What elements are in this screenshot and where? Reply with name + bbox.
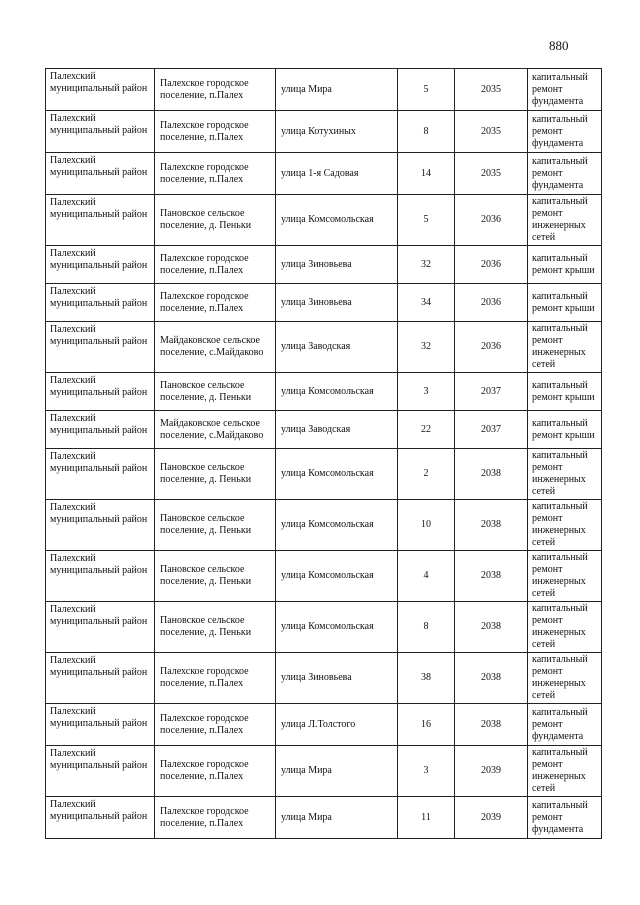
district-cell: Палехский муниципальный район: [46, 704, 155, 746]
year-cell: 2038: [455, 602, 528, 653]
settlement-cell: Пановское сельское поселение, д. Пеньки: [155, 551, 276, 602]
district-cell: Палехский муниципальный район: [46, 322, 155, 373]
work-type-cell: капитальный ремонт инженерных сетей: [528, 653, 602, 704]
street-cell: улица Л.Толстого: [276, 704, 398, 746]
district-cell: Палехский муниципальный район: [46, 111, 155, 153]
table-row: [46, 653, 602, 704]
table-row: [46, 284, 602, 322]
work-type-cell: капитальный ремонт крыши: [528, 284, 602, 322]
house-number-cell: 3: [398, 746, 455, 797]
settlement-cell: Палехское городское поселение, п.Палех: [155, 653, 276, 704]
table-row: [46, 797, 602, 839]
settlement-cell: Палехское городское поселение, п.Палех: [155, 797, 276, 839]
district-cell: Палехский муниципальный район: [46, 373, 155, 411]
house-number-cell: 8: [398, 602, 455, 653]
table-row: [46, 704, 602, 746]
repair-schedule-table: [45, 68, 602, 839]
street-cell: улица Мира: [276, 746, 398, 797]
work-type-cell: капитальный ремонт фундамента: [528, 153, 602, 195]
house-number-cell: 5: [398, 195, 455, 246]
year-cell: 2039: [455, 797, 528, 839]
street-cell: улица Зиновьева: [276, 246, 398, 284]
house-number-cell: 3: [398, 373, 455, 411]
settlement-cell: Палехское городское поселение, п.Палех: [155, 246, 276, 284]
year-cell: 2035: [455, 153, 528, 195]
settlement-cell: Палехское городское поселение, п.Палех: [155, 111, 276, 153]
work-type-cell: капитальный ремонт инженерных сетей: [528, 449, 602, 500]
district-cell: Палехский муниципальный район: [46, 602, 155, 653]
table-row: [46, 69, 602, 111]
house-number-cell: 16: [398, 704, 455, 746]
settlement-cell: Палехское городское поселение, п.Палех: [155, 153, 276, 195]
house-number-cell: 2: [398, 449, 455, 500]
street-cell: улица Зиновьева: [276, 653, 398, 704]
table-row: [46, 449, 602, 500]
street-cell: улица Мира: [276, 797, 398, 839]
house-number-cell: 32: [398, 246, 455, 284]
table-row: [46, 195, 602, 246]
settlement-cell: Пановское сельское поселение, д. Пеньки: [155, 195, 276, 246]
table-row: [46, 322, 602, 373]
settlement-cell: Палехское городское поселение, п.Палех: [155, 704, 276, 746]
district-cell: Палехский муниципальный район: [46, 411, 155, 449]
street-cell: улица Комсомольская: [276, 551, 398, 602]
district-cell: Палехский муниципальный район: [46, 653, 155, 704]
house-number-cell: 10: [398, 500, 455, 551]
year-cell: 2038: [455, 551, 528, 602]
table-row: [46, 153, 602, 195]
settlement-cell: Палехское городское поселение, п.Палех: [155, 69, 276, 111]
house-number-cell: 11: [398, 797, 455, 839]
year-cell: 2036: [455, 246, 528, 284]
settlement-cell: Палехское городское поселение, п.Палех: [155, 284, 276, 322]
street-cell: улица Комсомольская: [276, 195, 398, 246]
table-row: [46, 411, 602, 449]
district-cell: Палехский муниципальный район: [46, 500, 155, 551]
table-row: [46, 500, 602, 551]
work-type-cell: капитальный ремонт инженерных сетей: [528, 551, 602, 602]
street-cell: улица Комсомольская: [276, 602, 398, 653]
house-number-cell: 38: [398, 653, 455, 704]
year-cell: 2037: [455, 411, 528, 449]
house-number-cell: 4: [398, 551, 455, 602]
street-cell: улица Заводская: [276, 322, 398, 373]
page-number: 880: [549, 38, 569, 53]
district-cell: Палехский муниципальный район: [46, 246, 155, 284]
year-cell: 2038: [455, 449, 528, 500]
district-cell: Палехский муниципальный район: [46, 551, 155, 602]
work-type-cell: капитальный ремонт инженерных сетей: [528, 746, 602, 797]
district-cell: Палехский муниципальный район: [46, 449, 155, 500]
district-cell: Палехский муниципальный район: [46, 69, 155, 111]
table-row: [46, 246, 602, 284]
house-number-cell: 22: [398, 411, 455, 449]
settlement-cell: Пановское сельское поселение, д. Пеньки: [155, 449, 276, 500]
table-row: [46, 111, 602, 153]
district-cell: Палехский муниципальный район: [46, 195, 155, 246]
year-cell: 2038: [455, 704, 528, 746]
street-cell: улица Котухиных: [276, 111, 398, 153]
street-cell: улица Комсомольская: [276, 373, 398, 411]
district-cell: Палехский муниципальный район: [46, 153, 155, 195]
year-cell: 2035: [455, 69, 528, 111]
street-cell: улица Зиновьева: [276, 284, 398, 322]
house-number-cell: 34: [398, 284, 455, 322]
settlement-cell: Майдаковское сельское поселение, с.Майдаково: [155, 322, 276, 373]
work-type-cell: капитальный ремонт инженерных сетей: [528, 500, 602, 551]
work-type-cell: капитальный ремонт фундамента: [528, 704, 602, 746]
year-cell: 2036: [455, 284, 528, 322]
table-row: [46, 602, 602, 653]
year-cell: 2039: [455, 746, 528, 797]
work-type-cell: капитальный ремонт инженерных сетей: [528, 195, 602, 246]
street-cell: улица 1-я Садовая: [276, 153, 398, 195]
year-cell: 2036: [455, 195, 528, 246]
work-type-cell: капитальный ремонт фундамента: [528, 797, 602, 839]
house-number-cell: 14: [398, 153, 455, 195]
settlement-cell: Майдаковское сельское поселение, с.Майдаково: [155, 411, 276, 449]
table-row: [46, 746, 602, 797]
year-cell: 2037: [455, 373, 528, 411]
work-type-cell: капитальный ремонт крыши: [528, 246, 602, 284]
house-number-cell: 8: [398, 111, 455, 153]
year-cell: 2038: [455, 500, 528, 551]
year-cell: 2038: [455, 653, 528, 704]
work-type-cell: капитальный ремонт фундамента: [528, 111, 602, 153]
district-cell: Палехский муниципальный район: [46, 284, 155, 322]
settlement-cell: Палехское городское поселение, п.Палех: [155, 746, 276, 797]
settlement-cell: Пановское сельское поселение, д. Пеньки: [155, 602, 276, 653]
year-cell: 2035: [455, 111, 528, 153]
district-cell: Палехский муниципальный район: [46, 797, 155, 839]
table-row: [46, 373, 602, 411]
street-cell: улица Мира: [276, 69, 398, 111]
house-number-cell: 5: [398, 69, 455, 111]
street-cell: улица Комсомольская: [276, 500, 398, 551]
street-cell: улица Заводская: [276, 411, 398, 449]
work-type-cell: капитальный ремонт инженерных сетей: [528, 322, 602, 373]
work-type-cell: капитальный ремонт крыши: [528, 411, 602, 449]
work-type-cell: капитальный ремонт крыши: [528, 373, 602, 411]
work-type-cell: капитальный ремонт инженерных сетей: [528, 602, 602, 653]
settlement-cell: Пановское сельское поселение, д. Пеньки: [155, 500, 276, 551]
street-cell: улица Комсомольская: [276, 449, 398, 500]
table-row: [46, 551, 602, 602]
year-cell: 2036: [455, 322, 528, 373]
settlement-cell: Пановское сельское поселение, д. Пеньки: [155, 373, 276, 411]
district-cell: Палехский муниципальный район: [46, 746, 155, 797]
work-type-cell: капитальный ремонт фундамента: [528, 69, 602, 111]
house-number-cell: 32: [398, 322, 455, 373]
